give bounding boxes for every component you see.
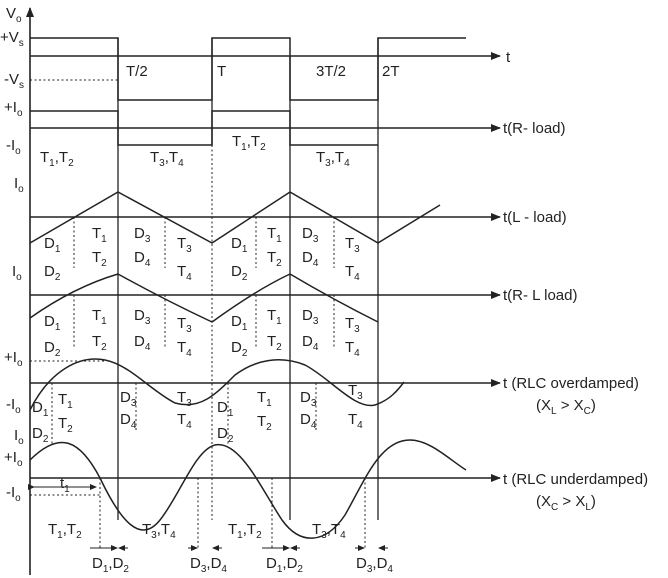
l-d1-a: $D_1$ [44,235,61,255]
plus-io-label-a: $+I_o$ [4,99,23,119]
rlc-t1-a: $T_1$ [58,391,73,411]
rl-d4-a: $D_4$ [134,333,151,353]
rlc-t2-b: $T_2$ [257,413,272,433]
rlc-under-cond: $(X_C > X_L)$ [536,493,596,513]
rlc-t4-b: $T_4$ [348,411,363,431]
l-d4-a: $D_4$ [134,249,151,269]
l-t3-b: $T_3$ [345,235,360,255]
rlc-d3-b: $D_3$ [300,389,317,409]
rl-t3-a: $T_3$ [177,315,192,335]
rlc-t3-b: $T_3$ [348,382,363,402]
l-t3-a: $T_3$ [177,235,192,255]
rl-t1-a: $T_1$ [92,307,107,327]
rl-t4-b: $T_4$ [345,339,360,359]
rlc-d1-a: $D_1$ [32,399,49,419]
rl-t2-a: $T_2$ [92,333,107,353]
l-d1-b: $D_1$ [231,235,248,255]
rl-d1-a: $D_1$ [44,313,61,333]
under-t12-b: $T_1,T_2$ [228,521,262,541]
under-t12-a: $T_1,T_2$ [48,521,82,541]
rlc-d1-b: $D_1$ [217,399,234,419]
minus-vs-label: $-V_s$ [4,71,24,91]
rl-d4-b: $D_4$ [302,333,319,353]
rlc-d3-a: $D_3$ [120,389,137,409]
plus-vs-label: $+V_s$ [0,29,24,49]
rl-d1-b: $D_1$ [231,313,248,333]
rlc-d2-b: $D_2$ [217,425,234,445]
rl-t3-b: $T_3$ [345,315,360,335]
l-d3-a: $D_3$ [134,225,151,245]
rlc-under-label: t (RLC underdamped) [503,471,649,488]
t-axis-label: t [506,49,511,66]
l-d2-b: $D_2$ [231,263,248,283]
rl-d3-b: $D_3$ [302,307,319,327]
rlc-t4-a: $T_4$ [177,411,192,431]
l-d2-a: $D_2$ [44,263,61,283]
rlc-d2-a: $D_2$ [32,425,49,445]
rl-t4-a: $T_4$ [177,339,192,359]
rl-load-current [30,274,378,322]
l-t4-b: $T_4$ [345,263,360,283]
t-half-label: T/2 [126,63,148,80]
rlc-over-cond: $(X_L > X_C)$ [536,397,596,417]
rl-d2-a: $D_2$ [44,339,61,359]
l-d4-b: $D_4$ [302,249,319,269]
l-t2-b: $T_2$ [267,249,282,269]
rlc-d4-a: $D_4$ [120,411,137,431]
t1-dimension-label: $t_1$ [60,475,70,495]
under-d34-a: $D_3,D_4$ [190,555,227,575]
r-t34-b: $T_3,T_4$ [316,149,350,169]
l-t1-b: $T_1$ [267,225,282,245]
under-t34-b: $T_3,T_4$ [312,521,346,541]
rl-t2-b: $T_2$ [267,333,282,353]
minus-io-label-c: $-I_o$ [6,396,21,416]
minus-io-label-a: $-I_o$ [6,137,21,157]
under-t34-a: $T_3,T_4$ [142,521,176,541]
l-t2-a: $T_2$ [92,249,107,269]
t-3half-label: 3T/2 [316,63,347,80]
rl-d3-a: $D_3$ [134,307,151,327]
rlc-over-label: t (RLC overdamped) [503,375,639,392]
plus-io-label-c: $+I_o$ [4,349,23,369]
under-d34-b: $D_3,D_4$ [356,555,393,575]
r-t12-a: $T_1,T_2$ [40,149,74,169]
rlc-t2-a: $T_2$ [58,415,73,435]
l-load-label: t(L - load) [503,209,567,226]
io-label-l: $I_o$ [14,175,24,195]
rlc-t3-a: $T_3$ [177,389,192,409]
io-label-rl: $I_o$ [12,263,22,283]
rlc-t1-b: $T_1$ [257,389,272,409]
plus-io-label-d: $+I_o$ [4,449,23,469]
vo-label: $V_o$ [6,5,22,25]
io-label-c2: $I_o$ [14,427,24,447]
rlc-d4-b: $D_4$ [300,411,317,431]
r-load-label: t(R- load) [503,120,566,137]
rl-d2-b: $D_2$ [231,339,248,359]
l-d3-b: $D_3$ [302,225,319,245]
minus-io-label-d: $-I_o$ [6,484,21,504]
r-t34-a: $T_3,T_4$ [150,149,184,169]
voltage-waveform [30,38,466,100]
rl-load-label: t(R- L load) [503,287,578,304]
under-d12-a: $D_1,D_2$ [92,555,129,575]
l-t4-a: $T_4$ [177,263,192,283]
rl-t1-b: $T_1$ [267,307,282,327]
t-2-label: 2T [382,63,400,80]
l-t1-a: $T_1$ [92,225,107,245]
under-d12-b: $D_1,D_2$ [266,555,303,575]
r-t12-b: $T_1,T_2$ [232,133,266,153]
t-full-label: T [217,63,227,80]
